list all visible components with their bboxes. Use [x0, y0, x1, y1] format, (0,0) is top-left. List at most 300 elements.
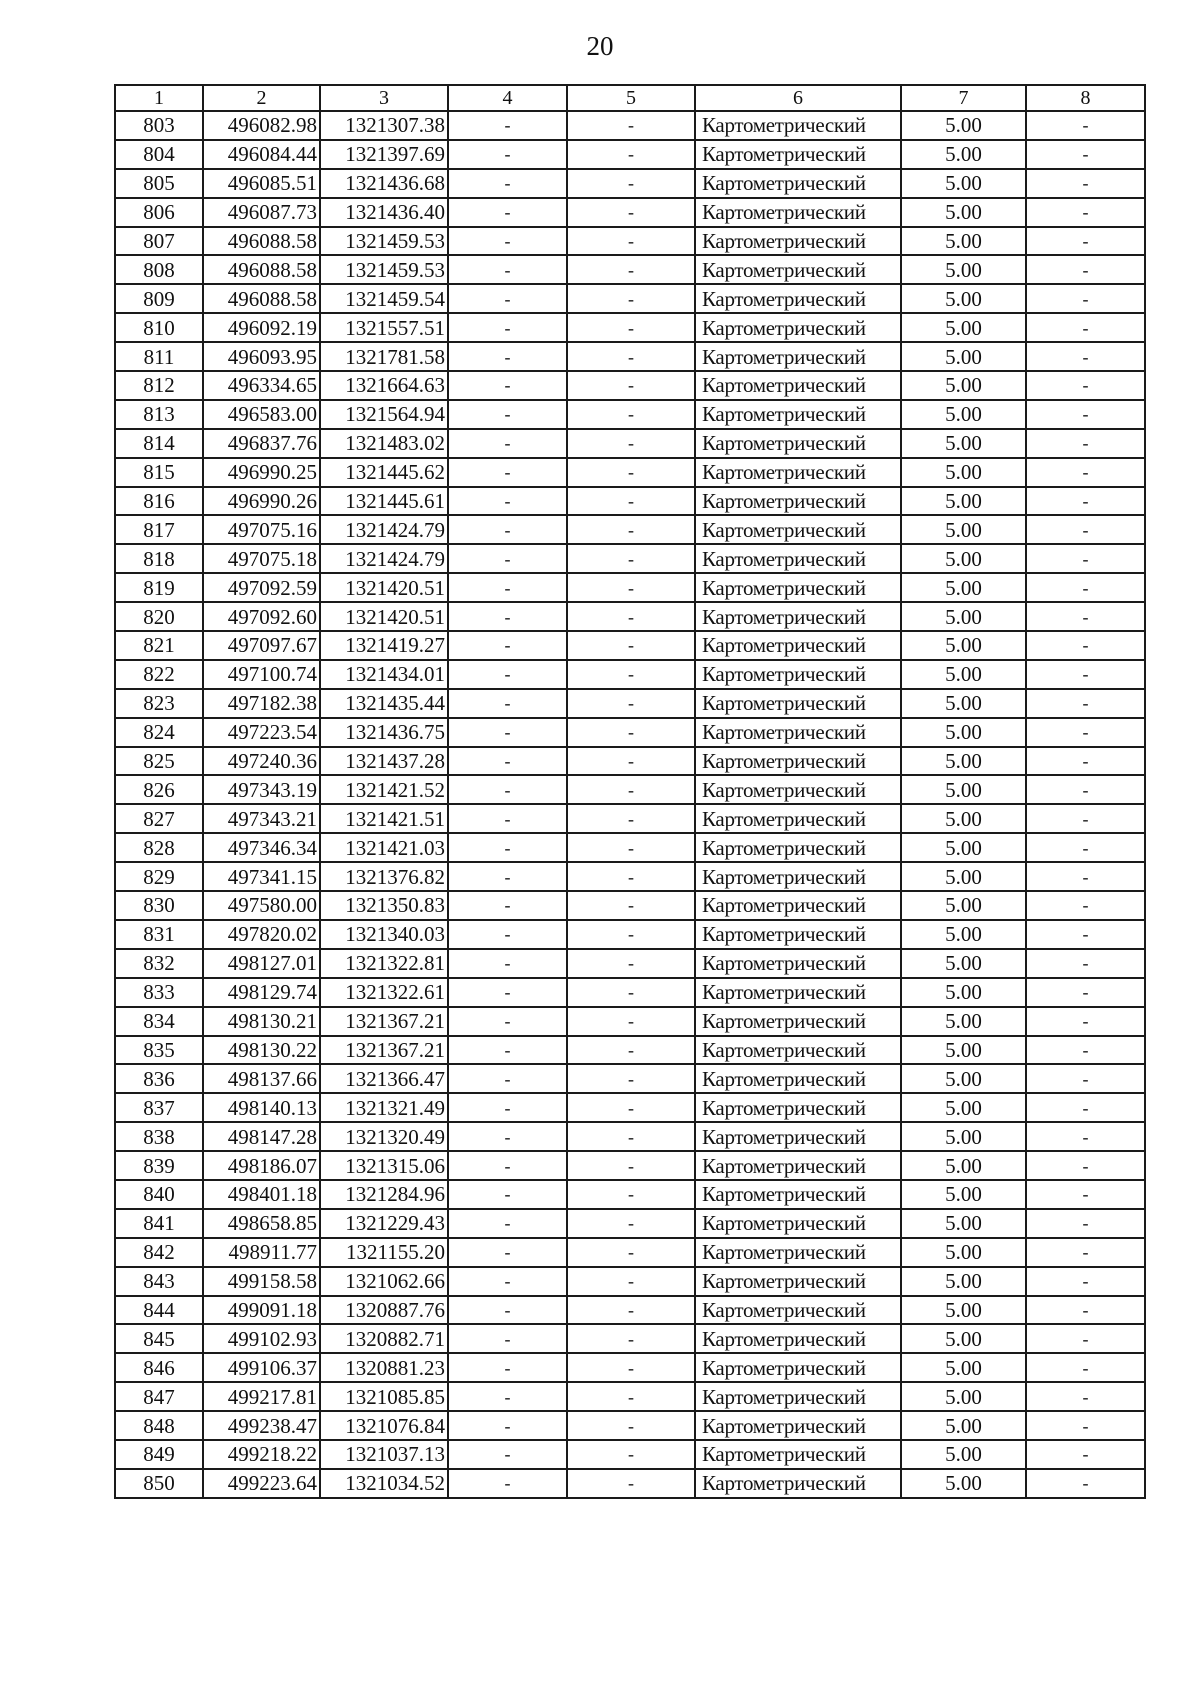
cell-col-5: - [567, 1093, 695, 1122]
cell-col-8: - [1026, 978, 1145, 1007]
cell-method: Картометрический [695, 198, 901, 227]
cell-col-5: - [567, 198, 695, 227]
cell-coord-y: 1321155.20 [320, 1238, 448, 1267]
cell-point-number: 840 [115, 1180, 203, 1209]
cell-point-number: 846 [115, 1353, 203, 1382]
cell-col-4: - [448, 1036, 567, 1065]
table-row [115, 1469, 1145, 1498]
cell-col-8: - [1026, 949, 1145, 978]
cell-method: Картометрический [695, 227, 901, 256]
table-row [115, 1209, 1145, 1238]
cell-col-5: - [567, 400, 695, 429]
cell-coord-x: 497820.02 [203, 920, 320, 949]
cell-col-5: - [567, 775, 695, 804]
cell-point-number: 828 [115, 833, 203, 862]
cell-method: Картометрический [695, 978, 901, 1007]
cell-coord-x: 497092.60 [203, 602, 320, 631]
cell-col-5: - [567, 1440, 695, 1469]
cell-col-8: - [1026, 1209, 1145, 1238]
cell-coord-y: 1321350.83 [320, 891, 448, 920]
cell-point-number: 836 [115, 1064, 203, 1093]
table-body [115, 111, 1145, 1498]
cell-method: Картометрический [695, 1238, 901, 1267]
cell-point-number: 813 [115, 400, 203, 429]
cell-coord-y: 1321436.75 [320, 718, 448, 747]
cell-precision: 5.00 [901, 573, 1026, 602]
cell-method: Картометрический [695, 1209, 901, 1238]
cell-point-number: 834 [115, 1007, 203, 1036]
cell-point-number: 848 [115, 1411, 203, 1440]
cell-col-5: - [567, 891, 695, 920]
cell-col-4: - [448, 689, 567, 718]
cell-col-4: - [448, 227, 567, 256]
cell-col-4: - [448, 1440, 567, 1469]
cell-col-5: - [567, 1296, 695, 1325]
cell-point-number: 819 [115, 573, 203, 602]
cell-point-number: 850 [115, 1469, 203, 1498]
cell-col-4: - [448, 458, 567, 487]
cell-col-5: - [567, 1036, 695, 1065]
cell-point-number: 806 [115, 198, 203, 227]
cell-point-number: 810 [115, 313, 203, 342]
cell-col-5: - [567, 1324, 695, 1353]
column-header-1: 1 [115, 85, 203, 111]
cell-coord-y: 1321321.49 [320, 1093, 448, 1122]
cell-coord-y: 1321421.52 [320, 775, 448, 804]
cell-coord-x: 498127.01 [203, 949, 320, 978]
cell-coord-y: 1321320.49 [320, 1122, 448, 1151]
cell-coord-x: 497097.67 [203, 631, 320, 660]
cell-method: Картометрический [695, 573, 901, 602]
cell-coord-y: 1321420.51 [320, 573, 448, 602]
table-row [115, 602, 1145, 631]
cell-coord-x: 496990.25 [203, 458, 320, 487]
cell-col-5: - [567, 371, 695, 400]
cell-point-number: 818 [115, 544, 203, 573]
cell-col-8: - [1026, 1324, 1145, 1353]
table-row [115, 660, 1145, 689]
cell-method: Картометрический [695, 515, 901, 544]
cell-coord-y: 1321229.43 [320, 1209, 448, 1238]
cell-method: Картометрический [695, 631, 901, 660]
table-row [115, 1238, 1145, 1267]
cell-coord-y: 1321421.03 [320, 833, 448, 862]
cell-col-8: - [1026, 862, 1145, 891]
cell-method: Картометрический [695, 1151, 901, 1180]
table-row [115, 227, 1145, 256]
cell-col-5: - [567, 544, 695, 573]
cell-coord-x: 499223.64 [203, 1469, 320, 1498]
cell-col-4: - [448, 400, 567, 429]
cell-precision: 5.00 [901, 833, 1026, 862]
cell-col-4: - [448, 660, 567, 689]
cell-coord-x: 497182.38 [203, 689, 320, 718]
table-row [115, 429, 1145, 458]
cell-method: Картометрический [695, 747, 901, 776]
cell-precision: 5.00 [901, 631, 1026, 660]
cell-point-number: 815 [115, 458, 203, 487]
cell-col-8: - [1026, 631, 1145, 660]
cell-method: Картометрический [695, 169, 901, 198]
cell-method: Картометрический [695, 429, 901, 458]
table-row [115, 747, 1145, 776]
cell-coord-x: 496082.98 [203, 111, 320, 140]
cell-precision: 5.00 [901, 1209, 1026, 1238]
cell-col-8: - [1026, 689, 1145, 718]
table-row [115, 169, 1145, 198]
cell-precision: 5.00 [901, 718, 1026, 747]
cell-coord-x: 497223.54 [203, 718, 320, 747]
cell-col-8: - [1026, 804, 1145, 833]
cell-col-4: - [448, 284, 567, 313]
cell-method: Картометрический [695, 862, 901, 891]
cell-coord-x: 497346.34 [203, 833, 320, 862]
cell-precision: 5.00 [901, 1440, 1026, 1469]
cell-coord-x: 496084.44 [203, 140, 320, 169]
cell-method: Картометрический [695, 1324, 901, 1353]
cell-coord-y: 1321340.03 [320, 920, 448, 949]
cell-coord-x: 496088.58 [203, 227, 320, 256]
cell-precision: 5.00 [901, 949, 1026, 978]
cell-precision: 5.00 [901, 111, 1026, 140]
table-row [115, 342, 1145, 371]
cell-col-4: - [448, 255, 567, 284]
cell-precision: 5.00 [901, 342, 1026, 371]
table-row [115, 1324, 1145, 1353]
cell-coord-y: 1320882.71 [320, 1324, 448, 1353]
column-header-8: 8 [1026, 85, 1145, 111]
cell-method: Картометрический [695, 1353, 901, 1382]
cell-precision: 5.00 [901, 140, 1026, 169]
cell-method: Картометрический [695, 400, 901, 429]
cell-col-8: - [1026, 1411, 1145, 1440]
cell-col-5: - [567, 949, 695, 978]
cell-col-5: - [567, 1209, 695, 1238]
cell-col-4: - [448, 487, 567, 516]
column-header-6: 6 [695, 85, 901, 111]
table-row [115, 833, 1145, 862]
cell-precision: 5.00 [901, 978, 1026, 1007]
cell-col-8: - [1026, 544, 1145, 573]
cell-col-5: - [567, 515, 695, 544]
cell-coord-y: 1321436.68 [320, 169, 448, 198]
table-row [115, 487, 1145, 516]
table-row [115, 1093, 1145, 1122]
cell-coord-y: 1321557.51 [320, 313, 448, 342]
cell-precision: 5.00 [901, 1296, 1026, 1325]
cell-coord-x: 496093.95 [203, 342, 320, 371]
cell-col-8: - [1026, 458, 1145, 487]
cell-coord-y: 1321366.47 [320, 1064, 448, 1093]
cell-coord-y: 1321315.06 [320, 1151, 448, 1180]
cell-col-4: - [448, 111, 567, 140]
cell-coord-y: 1320881.23 [320, 1353, 448, 1382]
cell-coord-y: 1321307.38 [320, 111, 448, 140]
cell-col-5: - [567, 111, 695, 140]
cell-precision: 5.00 [901, 198, 1026, 227]
cell-col-4: - [448, 1064, 567, 1093]
cell-col-8: - [1026, 487, 1145, 516]
cell-point-number: 844 [115, 1296, 203, 1325]
cell-col-4: - [448, 1007, 567, 1036]
cell-col-5: - [567, 833, 695, 862]
cell-col-5: - [567, 1382, 695, 1411]
cell-coord-y: 1321434.01 [320, 660, 448, 689]
cell-col-5: - [567, 1064, 695, 1093]
cell-method: Картометрический [695, 342, 901, 371]
cell-col-8: - [1026, 833, 1145, 862]
table-row [115, 718, 1145, 747]
cell-method: Картометрический [695, 1469, 901, 1498]
cell-point-number: 831 [115, 920, 203, 949]
table-row [115, 631, 1145, 660]
cell-coord-x: 497075.16 [203, 515, 320, 544]
cell-precision: 5.00 [901, 169, 1026, 198]
cell-method: Картометрический [695, 371, 901, 400]
cell-col-5: - [567, 313, 695, 342]
cell-precision: 5.00 [901, 891, 1026, 920]
cell-coord-x: 499218.22 [203, 1440, 320, 1469]
cell-coord-x: 499106.37 [203, 1353, 320, 1382]
cell-col-4: - [448, 804, 567, 833]
cell-precision: 5.00 [901, 429, 1026, 458]
cell-col-8: - [1026, 1180, 1145, 1209]
cell-coord-x: 499217.81 [203, 1382, 320, 1411]
cell-col-8: - [1026, 198, 1145, 227]
cell-precision: 5.00 [901, 1267, 1026, 1296]
cell-precision: 5.00 [901, 602, 1026, 631]
cell-col-4: - [448, 1122, 567, 1151]
cell-col-8: - [1026, 573, 1145, 602]
cell-col-4: - [448, 1411, 567, 1440]
cell-col-5: - [567, 862, 695, 891]
table-row [115, 920, 1145, 949]
table-row [115, 891, 1145, 920]
cell-coord-y: 1321483.02 [320, 429, 448, 458]
cell-precision: 5.00 [901, 1007, 1026, 1036]
cell-coord-x: 497075.18 [203, 544, 320, 573]
cell-col-5: - [567, 342, 695, 371]
cell-col-8: - [1026, 1382, 1145, 1411]
cell-coord-x: 498130.22 [203, 1036, 320, 1065]
cell-col-5: - [567, 429, 695, 458]
cell-col-8: - [1026, 400, 1145, 429]
cell-col-5: - [567, 1180, 695, 1209]
cell-point-number: 824 [115, 718, 203, 747]
cell-col-4: - [448, 573, 567, 602]
table-row [115, 371, 1145, 400]
cell-method: Картометрический [695, 255, 901, 284]
table-row [115, 689, 1145, 718]
table-header-row [115, 85, 1145, 111]
cell-coord-y: 1321322.61 [320, 978, 448, 1007]
cell-col-4: - [448, 342, 567, 371]
table-row [115, 1180, 1145, 1209]
cell-precision: 5.00 [901, 544, 1026, 573]
table-row [115, 978, 1145, 1007]
cell-method: Картометрический [695, 1007, 901, 1036]
cell-col-8: - [1026, 1353, 1145, 1382]
cell-precision: 5.00 [901, 689, 1026, 718]
cell-coord-x: 498147.28 [203, 1122, 320, 1151]
table-row [115, 573, 1145, 602]
cell-precision: 5.00 [901, 1151, 1026, 1180]
cell-col-4: - [448, 978, 567, 1007]
cell-coord-x: 499091.18 [203, 1296, 320, 1325]
table-row [115, 284, 1145, 313]
cell-precision: 5.00 [901, 227, 1026, 256]
table-row [115, 775, 1145, 804]
cell-col-8: - [1026, 1296, 1145, 1325]
cell-method: Картометрический [695, 804, 901, 833]
cell-col-4: - [448, 949, 567, 978]
cell-precision: 5.00 [901, 804, 1026, 833]
cell-coord-y: 1321034.52 [320, 1469, 448, 1498]
cell-point-number: 812 [115, 371, 203, 400]
cell-coord-y: 1321037.13 [320, 1440, 448, 1469]
table-row [115, 804, 1145, 833]
cell-precision: 5.00 [901, 1122, 1026, 1151]
cell-coord-y: 1321062.66 [320, 1267, 448, 1296]
cell-coord-y: 1321445.61 [320, 487, 448, 516]
table-row [115, 1064, 1145, 1093]
cell-point-number: 839 [115, 1151, 203, 1180]
cell-coord-x: 496583.00 [203, 400, 320, 429]
cell-coord-y: 1321419.27 [320, 631, 448, 660]
cell-point-number: 811 [115, 342, 203, 371]
cell-col-8: - [1026, 775, 1145, 804]
cell-col-4: - [448, 747, 567, 776]
cell-coord-x: 497343.19 [203, 775, 320, 804]
cell-col-4: - [448, 544, 567, 573]
column-header-5: 5 [567, 85, 695, 111]
cell-coord-y: 1321459.53 [320, 255, 448, 284]
cell-col-4: - [448, 371, 567, 400]
cell-point-number: 821 [115, 631, 203, 660]
cell-coord-y: 1321437.28 [320, 747, 448, 776]
cell-point-number: 822 [115, 660, 203, 689]
table-row [115, 198, 1145, 227]
cell-coord-x: 497341.15 [203, 862, 320, 891]
cell-coord-y: 1321424.79 [320, 544, 448, 573]
cell-method: Картометрический [695, 487, 901, 516]
column-header-4: 4 [448, 85, 567, 111]
cell-col-5: - [567, 978, 695, 1007]
cell-method: Картометрический [695, 140, 901, 169]
cell-col-8: - [1026, 169, 1145, 198]
cell-point-number: 825 [115, 747, 203, 776]
cell-coord-x: 498658.85 [203, 1209, 320, 1238]
column-header-3: 3 [320, 85, 448, 111]
cell-col-5: - [567, 458, 695, 487]
cell-coord-x: 496088.58 [203, 284, 320, 313]
table-row [115, 1382, 1145, 1411]
table-row [115, 515, 1145, 544]
cell-coord-x: 496837.76 [203, 429, 320, 458]
cell-method: Картометрический [695, 1382, 901, 1411]
cell-method: Картометрический [695, 1296, 901, 1325]
cell-method: Картометрический [695, 313, 901, 342]
cell-col-8: - [1026, 1469, 1145, 1498]
cell-col-4: - [448, 862, 567, 891]
cell-col-4: - [448, 140, 567, 169]
cell-coord-x: 496087.73 [203, 198, 320, 227]
cell-coord-y: 1321367.21 [320, 1007, 448, 1036]
cell-point-number: 826 [115, 775, 203, 804]
cell-col-4: - [448, 1382, 567, 1411]
cell-coord-x: 496092.19 [203, 313, 320, 342]
table-row [115, 1122, 1145, 1151]
cell-coord-y: 1321564.94 [320, 400, 448, 429]
cell-method: Картометрический [695, 660, 901, 689]
cell-coord-y: 1321367.21 [320, 1036, 448, 1065]
cell-col-8: - [1026, 1036, 1145, 1065]
cell-col-8: - [1026, 1151, 1145, 1180]
cell-precision: 5.00 [901, 1238, 1026, 1267]
cell-col-4: - [448, 313, 567, 342]
cell-point-number: 843 [115, 1267, 203, 1296]
cell-coord-y: 1321459.53 [320, 227, 448, 256]
cell-point-number: 845 [115, 1324, 203, 1353]
cell-method: Картометрический [695, 775, 901, 804]
column-header-7: 7 [901, 85, 1026, 111]
cell-precision: 5.00 [901, 1469, 1026, 1498]
cell-col-8: - [1026, 371, 1145, 400]
cell-coord-y: 1321436.40 [320, 198, 448, 227]
table-row [115, 1267, 1145, 1296]
table-row [115, 1007, 1145, 1036]
cell-col-8: - [1026, 284, 1145, 313]
cell-col-5: - [567, 1122, 695, 1151]
table-row [115, 1296, 1145, 1325]
cell-coord-x: 499102.93 [203, 1324, 320, 1353]
cell-coord-x: 498911.77 [203, 1238, 320, 1267]
cell-coord-y: 1320887.76 [320, 1296, 448, 1325]
cell-col-5: - [567, 689, 695, 718]
cell-precision: 5.00 [901, 1324, 1026, 1353]
cell-col-4: - [448, 169, 567, 198]
cell-precision: 5.00 [901, 920, 1026, 949]
cell-precision: 5.00 [901, 1064, 1026, 1093]
cell-col-8: - [1026, 660, 1145, 689]
cell-point-number: 838 [115, 1122, 203, 1151]
cell-precision: 5.00 [901, 747, 1026, 776]
cell-precision: 5.00 [901, 487, 1026, 516]
cell-col-5: - [567, 255, 695, 284]
cell-coord-y: 1321085.85 [320, 1382, 448, 1411]
cell-precision: 5.00 [901, 1411, 1026, 1440]
cell-method: Картометрический [695, 111, 901, 140]
cell-method: Картометрический [695, 1093, 901, 1122]
cell-col-5: - [567, 487, 695, 516]
cell-col-4: - [448, 833, 567, 862]
cell-col-5: - [567, 140, 695, 169]
cell-point-number: 805 [115, 169, 203, 198]
cell-point-number: 817 [115, 515, 203, 544]
cell-col-8: - [1026, 1238, 1145, 1267]
cell-coord-y: 1321459.54 [320, 284, 448, 313]
cell-coord-x: 498186.07 [203, 1151, 320, 1180]
cell-col-8: - [1026, 1267, 1145, 1296]
table-row [115, 1353, 1145, 1382]
cell-coord-x: 497580.00 [203, 891, 320, 920]
cell-point-number: 807 [115, 227, 203, 256]
cell-col-5: - [567, 1411, 695, 1440]
cell-coord-x: 499238.47 [203, 1411, 320, 1440]
cell-col-4: - [448, 631, 567, 660]
table-row [115, 1151, 1145, 1180]
table-row [115, 255, 1145, 284]
